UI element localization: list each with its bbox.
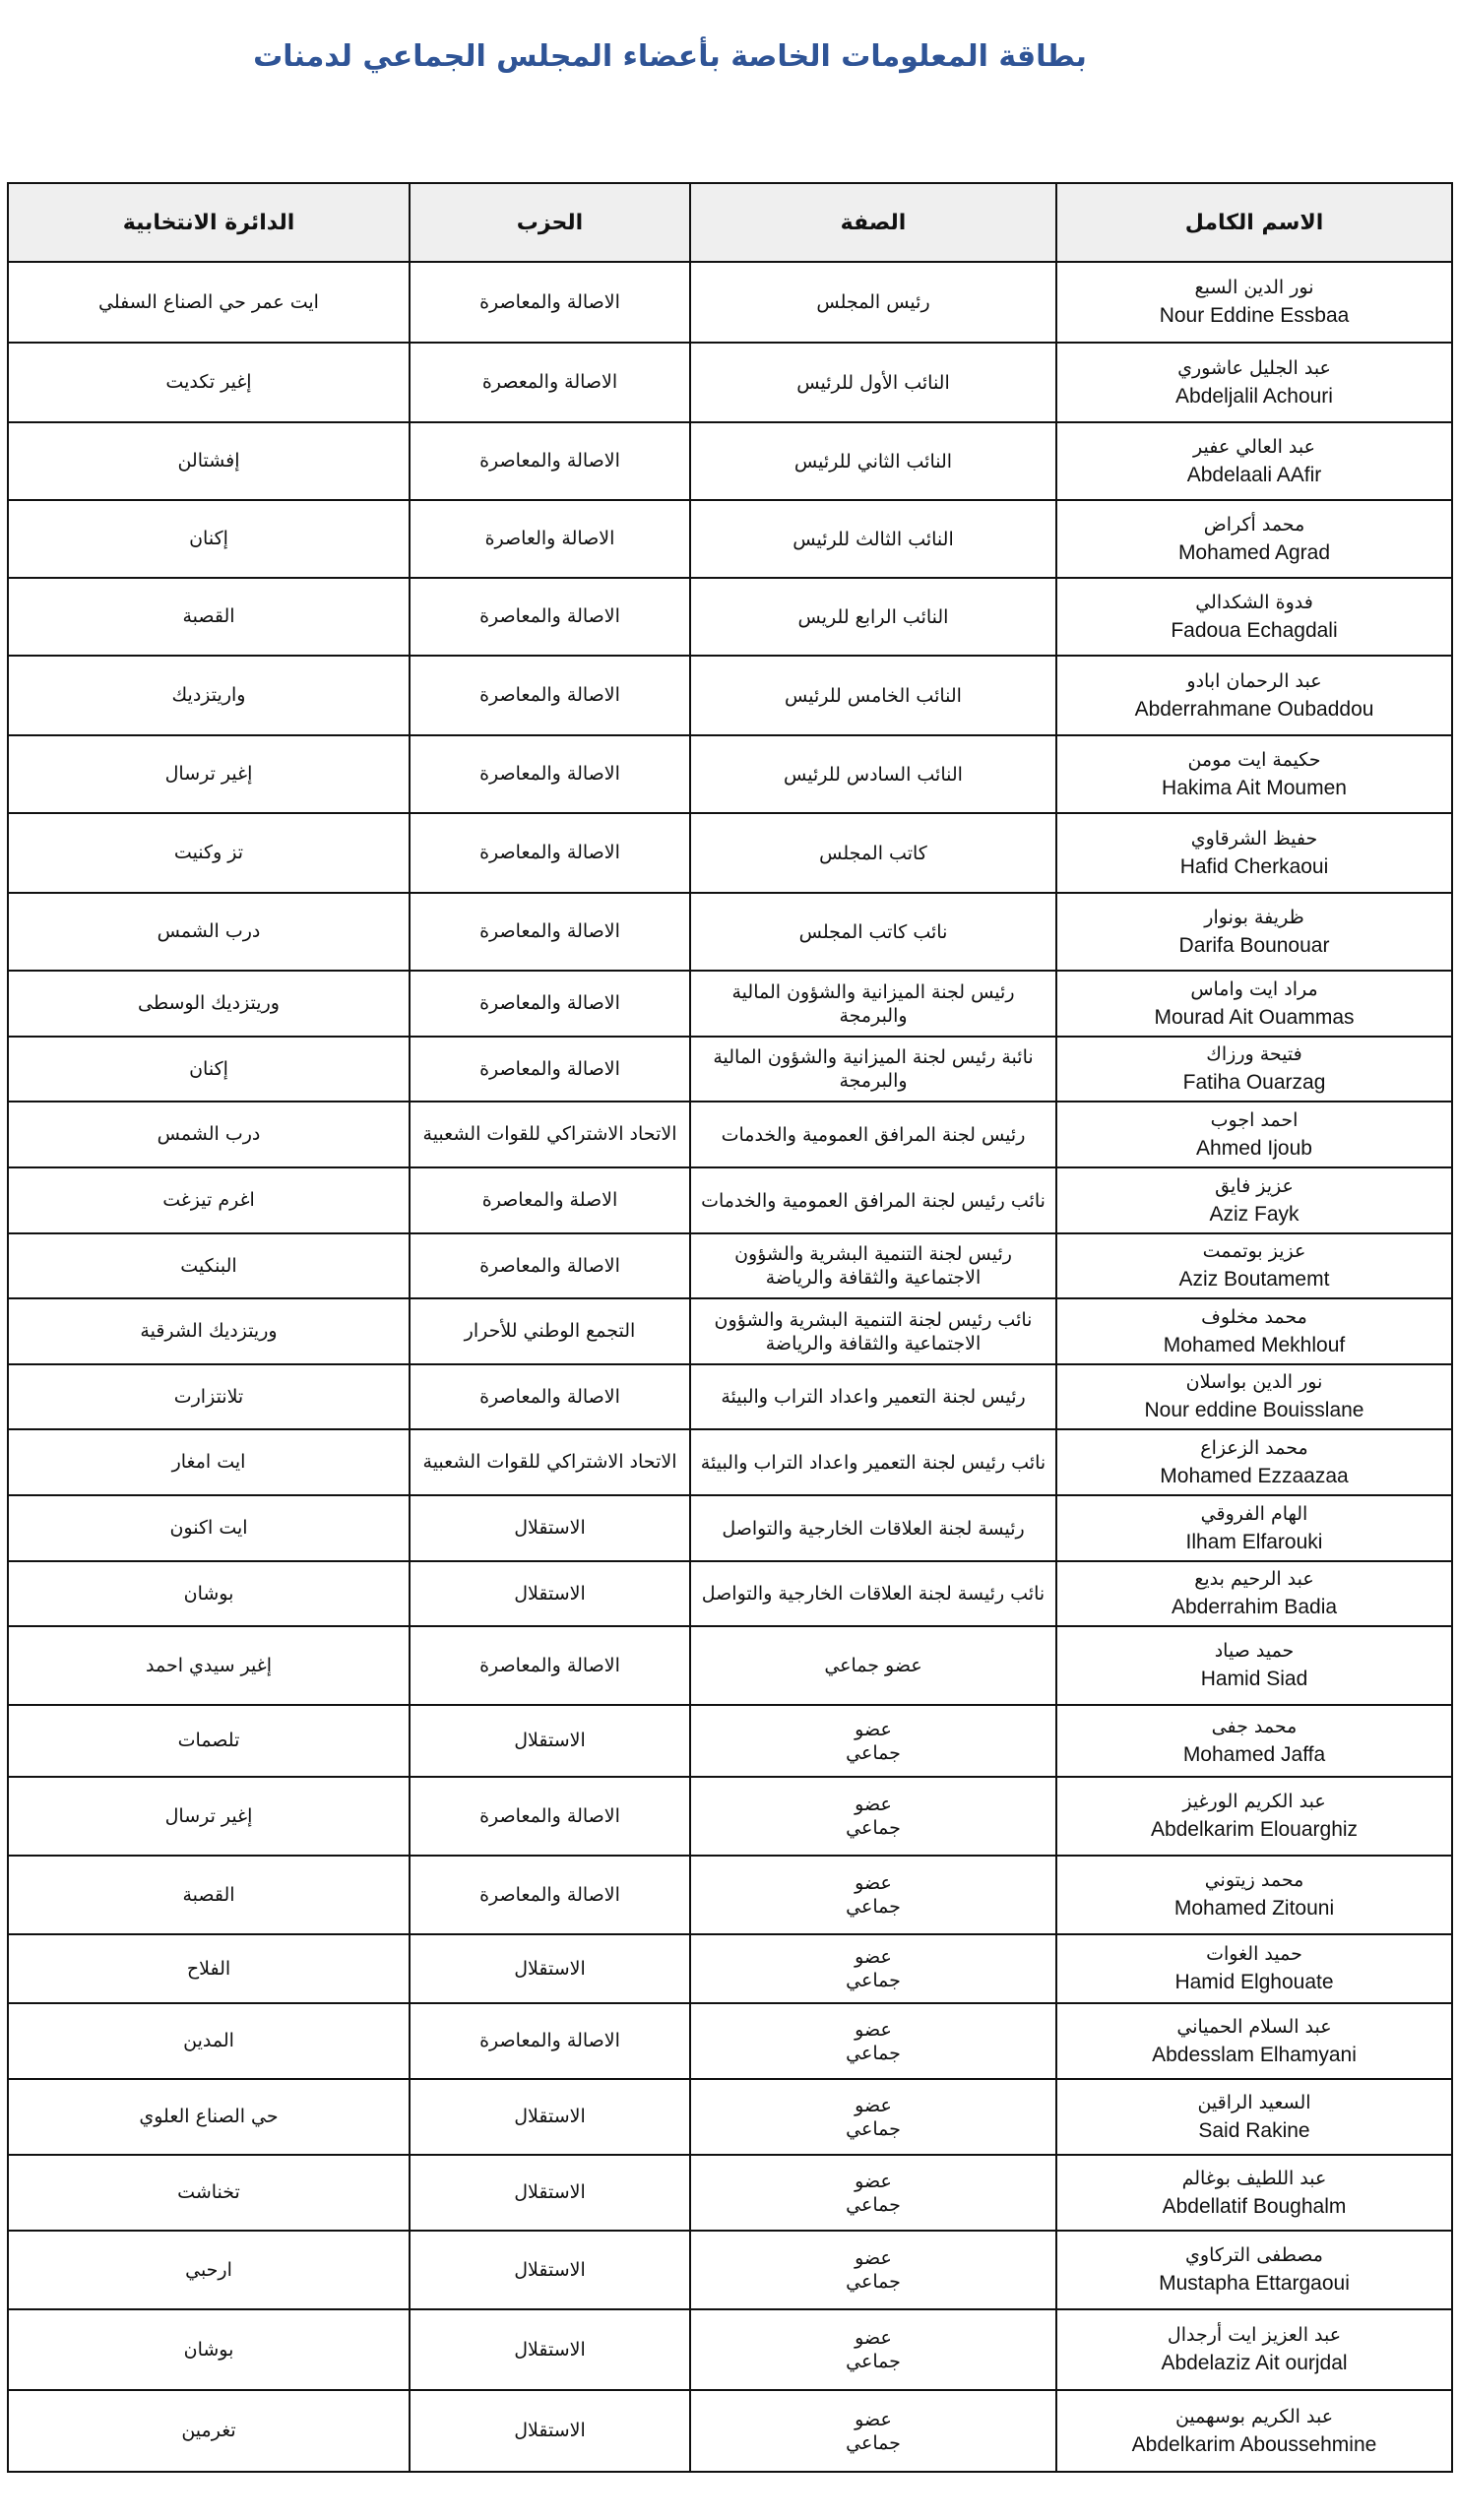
member-party: الاصالة والمعاصرة xyxy=(410,1626,690,1705)
column-header-party: الحزب xyxy=(410,183,690,262)
member-name-cell xyxy=(1056,1037,1452,1102)
member-name-latin: Said Rakine xyxy=(1198,2118,1310,2142)
member-role xyxy=(690,1167,1056,1233)
member-role xyxy=(690,1037,1056,1102)
member-name-latin: Ilham Elfarouki xyxy=(1185,1530,1323,1553)
member-name-latin: Abderrahmane Oubaddou xyxy=(1134,697,1374,721)
member-party: الاصالة والمعاصرة xyxy=(410,893,690,971)
table-row xyxy=(8,262,1452,343)
member-role xyxy=(690,578,1056,656)
member-party: الاستقلال xyxy=(410,2155,690,2231)
member-name-latin: Mustapha Ettargaoui xyxy=(1159,2272,1350,2295)
member-name-arabic: محمد مخلوف xyxy=(1201,1305,1307,1328)
member-role-text: النائب الثاني للرئيس xyxy=(793,450,953,472)
table-row xyxy=(8,2079,1452,2155)
member-district: وريتزديك الوسطى xyxy=(8,971,410,1037)
member-role xyxy=(690,893,1056,971)
member-party: الاصالة والمعاصرة xyxy=(410,813,690,893)
table-row xyxy=(8,500,1452,578)
member-name-arabic: الهام الفروقي xyxy=(1200,1502,1308,1525)
table-row xyxy=(8,1561,1452,1626)
member-party: الاصالة والمعاصرة xyxy=(410,422,690,500)
member-role xyxy=(690,1705,1056,1777)
member-district: تلصمات xyxy=(8,1705,410,1777)
member-party: الاصالة والمعاصرة xyxy=(410,1856,690,1934)
member-role-text: عضو جماعي xyxy=(846,1946,901,1991)
member-role-text: نائب رئيس لجنة التعمير واعداد التراب والبيئة xyxy=(700,1451,1046,1474)
member-district: حي الصناع العلوي xyxy=(8,2079,410,2155)
member-name-arabic: عبد العزيز ايت أرجدال xyxy=(1167,2324,1342,2346)
member-district: درب الشمس xyxy=(8,893,410,971)
member-district: بوشان xyxy=(8,2309,410,2390)
member-name-latin: Abdelaziz Ait ourjdal xyxy=(1161,2352,1348,2374)
member-name-cell xyxy=(1056,1934,1452,2003)
member-name-arabic: عبد الكريم الورغيز xyxy=(1182,1791,1326,1812)
member-role-text: عضو جماعي xyxy=(824,1655,922,1676)
member-name-arabic: محمد أكراض xyxy=(1203,513,1305,536)
member-role-text: نائب رئيسة لجنة العلاقات الخارجية والتواصل xyxy=(701,1583,1046,1605)
member-party: الاصالة والمعاصرة xyxy=(410,1364,690,1429)
member-district: إغير تكديت xyxy=(8,343,410,422)
member-role-text: عضو جماعي xyxy=(846,1718,901,1764)
member-role-text: عضو جماعي xyxy=(846,2327,901,2372)
member-role-text: نائب كاتب المجلس xyxy=(798,920,948,943)
member-role xyxy=(690,1561,1056,1626)
member-district: القصبة xyxy=(8,1856,410,1934)
member-party: الاصالة والمعاصرة xyxy=(410,578,690,656)
table-body xyxy=(8,262,1452,2472)
member-party: الاستقلال xyxy=(410,2079,690,2155)
member-name-arabic: حفيظ الشرقاوي xyxy=(1190,827,1318,850)
member-party: الاصلة والمعاصرة xyxy=(410,1167,690,1233)
member-district: درب الشمس xyxy=(8,1102,410,1167)
member-name-arabic: نور الدين بواسلان xyxy=(1185,1371,1323,1393)
column-header-role: الصفة xyxy=(690,183,1056,262)
member-party: الاصالة والمعاصرة xyxy=(410,1777,690,1856)
member-name-arabic: فدوة الشكدالي xyxy=(1195,591,1313,613)
member-role-text: نائب رئيس لجنة المرافق العمومية والخدمات xyxy=(701,1189,1046,1212)
member-role xyxy=(690,2390,1056,2472)
member-district: ايت امغار xyxy=(8,1429,410,1495)
member-name-latin: Mohamed Jaffa xyxy=(1182,1742,1326,1766)
member-role xyxy=(690,1777,1056,1856)
member-name-arabic: مراد ايت واماس xyxy=(1190,977,1318,1000)
member-name-arabic: عبد العالي عفير xyxy=(1193,435,1315,458)
member-name-arabic: عزيز فايق xyxy=(1215,1174,1294,1197)
member-name-latin: Hamid Elghouate xyxy=(1174,1971,1334,1993)
page-title: بطاقة المعلومات الخاصة بأعضاء المجلس الجماعي لدمنات xyxy=(253,39,1087,74)
member-party: الاستقلال xyxy=(410,1561,690,1626)
member-district: تلانتزارت xyxy=(8,1364,410,1429)
member-name-latin: Hakima Ait Moumen xyxy=(1162,776,1347,799)
member-name-latin: Abdelaali AAfir xyxy=(1186,463,1322,486)
member-district: تز وكنيت xyxy=(8,813,410,893)
member-name-cell xyxy=(1056,1102,1452,1167)
member-name-arabic: مصطفى التركاوي xyxy=(1185,2244,1323,2266)
member-party: الاتحاد الاشتراكي للقوات الشعبية xyxy=(410,1429,690,1495)
member-name-arabic: محمد الزعزاع xyxy=(1200,1436,1308,1459)
member-name-latin: Nour Eddine Essbaa xyxy=(1159,304,1350,327)
member-name-latin: Aziz Fayk xyxy=(1209,1202,1300,1226)
member-role-text: عضو جماعي xyxy=(846,2170,901,2216)
table-row xyxy=(8,2231,1452,2309)
table-row xyxy=(8,971,1452,1037)
member-role xyxy=(690,2003,1056,2079)
member-role-text: رئيس المجلس xyxy=(816,291,930,313)
member-name-arabic: السعيد الراقين xyxy=(1197,2091,1311,2113)
member-role xyxy=(690,2155,1056,2231)
member-name-cell xyxy=(1056,2079,1452,2155)
member-party: الاصالة والمعاصرة xyxy=(410,262,690,343)
member-district: إفشتالن xyxy=(8,422,410,500)
member-name-arabic: عبد الجليل عاشوري xyxy=(1177,356,1331,379)
member-role-text: النائب الأول للرئيس xyxy=(796,371,950,394)
member-name-arabic: احمد اجوب xyxy=(1210,1108,1299,1131)
member-name-latin: Abdellatif Boughalm xyxy=(1162,2194,1347,2218)
member-role xyxy=(690,2309,1056,2390)
member-name-cell xyxy=(1056,2309,1452,2390)
member-name-latin: Aziz Boutamemt xyxy=(1178,1268,1330,1291)
member-party: الاصالة والمعاصرة xyxy=(410,2003,690,2079)
member-party: الاصالة والمعاصرة xyxy=(410,735,690,813)
member-name-cell xyxy=(1056,2231,1452,2309)
member-name-cell xyxy=(1056,813,1452,893)
member-name-latin: Mohamed Agrad xyxy=(1177,540,1331,564)
member-name-latin: Mohamed Ezzaazaa xyxy=(1160,1464,1349,1487)
member-name-latin: Ahmed Ijoub xyxy=(1196,1136,1312,1160)
table-row xyxy=(8,2003,1452,2079)
member-name-cell xyxy=(1056,1777,1452,1856)
member-name-cell xyxy=(1056,262,1452,343)
member-name-cell xyxy=(1056,893,1452,971)
member-role-text: عضو جماعي xyxy=(846,2247,901,2293)
member-name-latin: Mohamed Mekhlouf xyxy=(1163,1333,1346,1356)
member-district: ايت اكنون xyxy=(8,1495,410,1561)
member-name-latin: Fatiha Ouarzag xyxy=(1182,1071,1326,1094)
member-role-text: النائب السادس للرئيس xyxy=(784,763,963,786)
member-role xyxy=(690,262,1056,343)
member-name-cell xyxy=(1056,1856,1452,1934)
member-role xyxy=(690,1429,1056,1495)
member-role xyxy=(690,1364,1056,1429)
table-row xyxy=(8,1102,1452,1167)
table-row xyxy=(8,1298,1452,1364)
member-role-text: عضو جماعي xyxy=(846,2094,901,2140)
member-name-arabic: محمد زيتوني xyxy=(1204,1869,1304,1891)
member-name-arabic: عبد الرحمان ابادو xyxy=(1186,669,1322,692)
member-name-latin: Abdeljalil Achouri xyxy=(1175,384,1333,408)
member-name-cell xyxy=(1056,1429,1452,1495)
member-name-cell xyxy=(1056,2155,1452,2231)
member-name-cell xyxy=(1056,971,1452,1037)
member-role-text: عضو جماعي xyxy=(846,2408,901,2454)
member-role xyxy=(690,971,1056,1037)
table-row xyxy=(8,1777,1452,1856)
member-role xyxy=(690,422,1056,500)
member-party: الاستقلال xyxy=(410,2309,690,2390)
member-name-latin: Darifa Bounouar xyxy=(1178,933,1330,957)
member-name-arabic: ظريفة بونوار xyxy=(1204,906,1304,928)
table-row xyxy=(8,1364,1452,1429)
table-row xyxy=(8,1934,1452,2003)
member-role xyxy=(690,500,1056,578)
table-row xyxy=(8,343,1452,422)
member-district: إغير سيدي احمد xyxy=(8,1626,410,1705)
member-role xyxy=(690,1626,1056,1705)
table-row xyxy=(8,2155,1452,2231)
member-role xyxy=(690,1298,1056,1364)
member-name-cell xyxy=(1056,656,1452,735)
member-role xyxy=(690,735,1056,813)
member-role-text: عضو جماعي xyxy=(846,1872,901,1918)
member-role xyxy=(690,1495,1056,1561)
member-name-arabic: حكيمة ايت مومن xyxy=(1187,748,1321,771)
member-district: تغرمين xyxy=(8,2390,410,2472)
table-row xyxy=(8,1856,1452,1934)
table-row xyxy=(8,735,1452,813)
table-row xyxy=(8,656,1452,735)
table-header-row xyxy=(8,183,1452,262)
member-role-text: عضو جماعي xyxy=(846,2018,901,2064)
member-name-arabic: فتيحة ورزاك xyxy=(1206,1043,1302,1065)
member-role xyxy=(690,656,1056,735)
member-role xyxy=(690,1934,1056,2003)
member-name-latin: Abdesslam Elhamyani xyxy=(1152,2043,1357,2066)
member-party: الاستقلال xyxy=(410,1705,690,1777)
table-row xyxy=(8,1705,1452,1777)
member-party: الاتحاد الاشتراكي للقوات الشعبية xyxy=(410,1102,690,1167)
member-district: المدين xyxy=(8,2003,410,2079)
member-name-latin: Hafid Cherkaoui xyxy=(1179,854,1329,878)
member-name-cell xyxy=(1056,2003,1452,2079)
member-name-cell xyxy=(1056,1626,1452,1705)
member-name-arabic: عبد السلام الحمياني xyxy=(1176,2015,1332,2038)
member-name-cell xyxy=(1056,1167,1452,1233)
member-role-text: نائبة رئيس لجنة الميزانية والشؤون المالية والبرمجة xyxy=(713,1046,1034,1092)
member-role-text: نائب رئيس لجنة التنمية البشرية والشؤون الاجتماعية والثقافة والرياضة xyxy=(714,1308,1033,1354)
member-name-latin: Fadoua Echagdali xyxy=(1171,618,1338,642)
member-name-arabic: عبد الرحيم بديع xyxy=(1194,1568,1314,1590)
member-name-arabic: حميد صياد xyxy=(1214,1640,1295,1662)
table-row xyxy=(8,1037,1452,1102)
member-party: الاصالة والمعاصرة xyxy=(410,971,690,1037)
member-name-latin: Abdelkarim Aboussehmine xyxy=(1131,2432,1377,2456)
member-name-cell xyxy=(1056,1233,1452,1298)
member-district: واريتزديك xyxy=(8,656,410,735)
member-district: إكنان xyxy=(8,1037,410,1102)
column-header-district: الدائرة الانتخابية xyxy=(8,183,410,262)
member-role-text: كاتب المجلس xyxy=(819,842,927,864)
member-name-cell xyxy=(1056,422,1452,500)
member-name-latin: Mohamed Zitouni xyxy=(1173,1897,1335,1920)
member-role xyxy=(690,1233,1056,1298)
members-table xyxy=(7,182,1453,2473)
table-row xyxy=(8,1167,1452,1233)
member-name-cell xyxy=(1056,578,1452,656)
member-role xyxy=(690,1102,1056,1167)
member-role-text: رئيس لجنة المرافق العمومية والخدمات xyxy=(721,1123,1026,1146)
member-name-cell xyxy=(1056,1495,1452,1561)
table-row xyxy=(8,1429,1452,1495)
member-role xyxy=(690,2079,1056,2155)
member-name-arabic: حميد الغوات xyxy=(1206,1943,1302,1965)
member-party: الاصالة والمعاصرة xyxy=(410,1037,690,1102)
member-party: الاصالة والمعاصرة xyxy=(410,656,690,735)
table-row xyxy=(8,422,1452,500)
column-header-name: الاسم الكامل xyxy=(1056,183,1452,262)
member-role xyxy=(690,813,1056,893)
member-name-latin: Nour eddine Bouisslane xyxy=(1144,1399,1364,1421)
member-district: تخناشت xyxy=(8,2155,410,2231)
member-name-cell xyxy=(1056,2390,1452,2472)
member-district: القصبة xyxy=(8,578,410,656)
table-row xyxy=(8,893,1452,971)
member-district: بوشان xyxy=(8,1561,410,1626)
member-district: البنكيت xyxy=(8,1233,410,1298)
member-party: الاستقلال xyxy=(410,1934,690,2003)
member-name-cell xyxy=(1056,500,1452,578)
member-name-cell xyxy=(1056,735,1452,813)
member-party: الاصالة والعاصرة xyxy=(410,500,690,578)
member-party: الاصالة والمعاصرة xyxy=(410,1233,690,1298)
member-district: ارحبي xyxy=(8,2231,410,2309)
member-name-cell xyxy=(1056,1561,1452,1626)
member-role xyxy=(690,343,1056,422)
member-role-text: رئيس لجنة التنمية البشرية والشؤون الاجتماعية والثقافة والرياضة xyxy=(734,1243,1012,1289)
member-role-text: النائب الثالث للرئيس xyxy=(792,528,954,550)
member-party: الاستقلال xyxy=(410,2390,690,2472)
member-name-arabic: نور الدين السبع xyxy=(1194,277,1314,298)
table-row xyxy=(8,813,1452,893)
member-role-text: رئيس لجنة التعمير واعداد التراب والبيئة xyxy=(721,1386,1026,1408)
member-role-text: رئيس لجنة الميزانية والشؤون المالية والبرمجة xyxy=(731,980,1015,1027)
member-name-arabic: عبد اللطيف بوغالم xyxy=(1181,2167,1327,2189)
member-district: اغرم تيزغت xyxy=(8,1167,410,1233)
member-role-text: النائب الخامس للرئيس xyxy=(785,684,962,707)
member-name-latin: Abderrahim Badia xyxy=(1171,1596,1338,1618)
table-row xyxy=(8,2390,1452,2472)
member-role-text: عضو جماعي xyxy=(846,1794,901,1839)
member-party: الاصالة والمعصرة xyxy=(410,343,690,422)
member-role-text: النائب الرابع للريس xyxy=(797,605,949,628)
member-name-arabic: عزيز بوتممت xyxy=(1202,1240,1306,1262)
table-row xyxy=(8,2309,1452,2390)
member-name-cell xyxy=(1056,1298,1452,1364)
member-district: إغير ترسال xyxy=(8,735,410,813)
member-district: الفلاح xyxy=(8,1934,410,2003)
table-row xyxy=(8,1495,1452,1561)
member-role-text: رئيسة لجنة العلاقات الخارجية والتواصل xyxy=(722,1517,1025,1540)
member-name-latin: Abdelkarim Elouarghiz xyxy=(1150,1818,1359,1841)
table-row xyxy=(8,1626,1452,1705)
member-name-cell xyxy=(1056,1705,1452,1777)
member-name-latin: Mourad Ait Ouammas xyxy=(1154,1005,1355,1029)
member-district: ايت عمر حي الصناع السفلي xyxy=(8,262,410,343)
member-party: التجمع الوطني للأحرار xyxy=(410,1298,690,1364)
member-party: الاستقلال xyxy=(410,2231,690,2309)
member-name-arabic: محمد جفى xyxy=(1211,1715,1298,1737)
member-district: إغير ترسال xyxy=(8,1777,410,1856)
member-name-latin: Hamid Siad xyxy=(1200,1668,1308,1690)
member-role xyxy=(690,1856,1056,1934)
member-name-arabic: عبد الكريم بوسهمين xyxy=(1174,2405,1334,2427)
member-district: وريتزديك الشرقية xyxy=(8,1298,410,1364)
table-row xyxy=(8,1233,1452,1298)
table-row xyxy=(8,578,1452,656)
member-name-cell xyxy=(1056,343,1452,422)
member-district: إكنان xyxy=(8,500,410,578)
member-party: الاستقلال xyxy=(410,1495,690,1561)
member-role xyxy=(690,2231,1056,2309)
member-name-cell xyxy=(1056,1364,1452,1429)
